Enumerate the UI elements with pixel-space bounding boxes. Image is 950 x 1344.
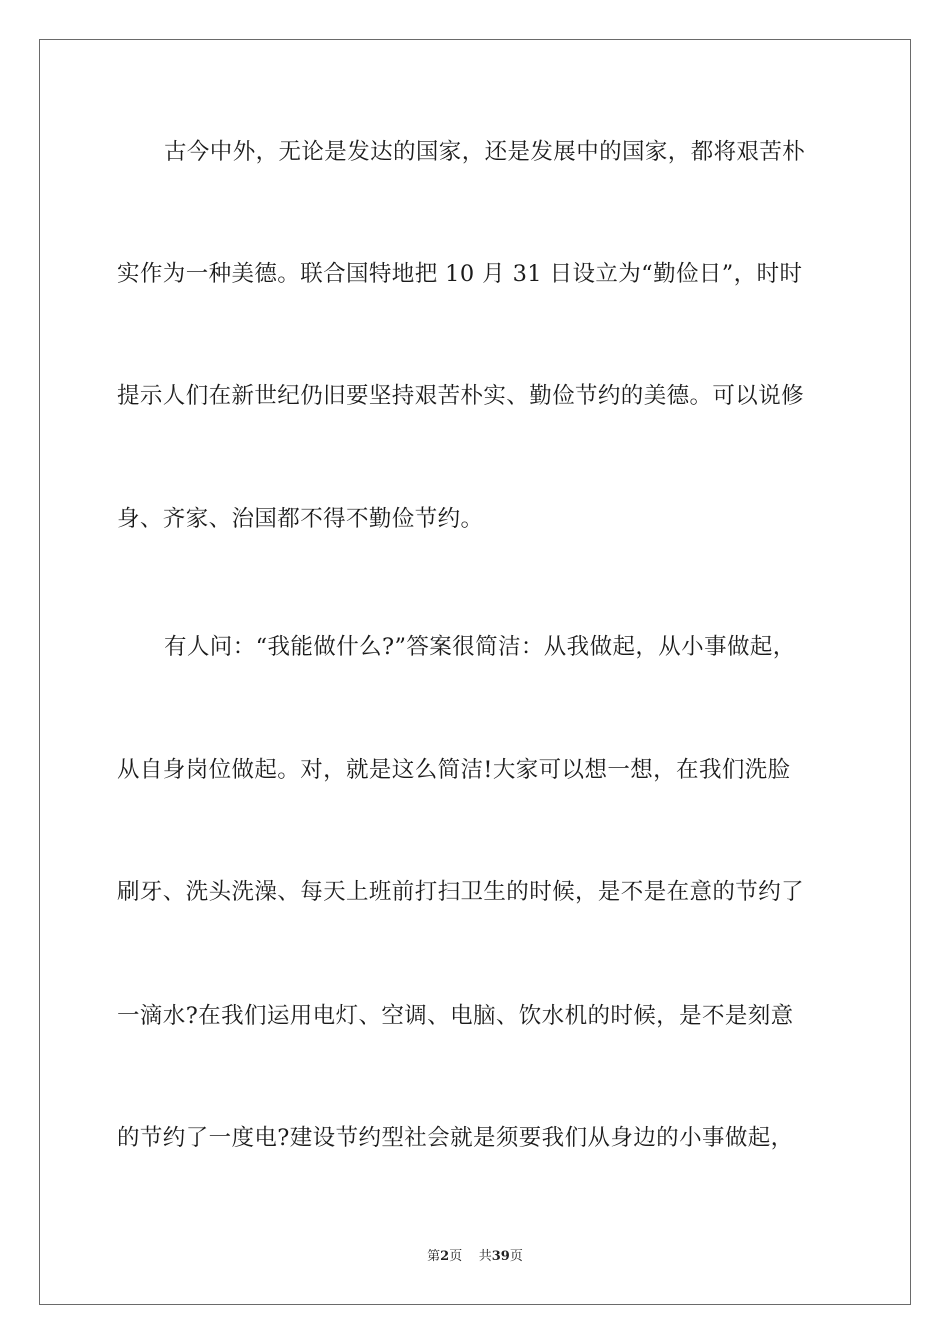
paragraph-2-line-5: 的节约了一度电?建设节约型社会就是须要我们从身边的小事做起， — [117, 1125, 794, 1151]
page-suffix: 页 — [449, 1249, 463, 1264]
page-current: 2 — [440, 1249, 450, 1264]
total-suffix: 页 — [509, 1249, 523, 1264]
page-total — [479, 1249, 523, 1264]
paragraph-2-line-4: 一滴水?在我们运用电灯、空调、电脑、饮水机的时候，是不是刻意 — [117, 1003, 794, 1029]
paragraph-2-line-2: 从自身岗位做起。对，就是这么简洁!大家可以想一想，在我们洗脸 — [117, 757, 791, 783]
paragraph-1-line-4: 身、齐家、治国都不得不勤俭节约。 — [117, 506, 484, 532]
paragraph-1-line-1: 古今中外，无论是发达的国家，还是发展中的国家，都将艰苦朴 — [164, 139, 806, 165]
page-prefix: 第 — [427, 1249, 441, 1264]
paragraph-2-line-3: 刷牙、洗头洗澡、每天上班前打扫卫生的时候，是不是在意的节约了 — [117, 879, 805, 905]
page-total-count: 39 — [491, 1249, 510, 1264]
paragraph-1-line-3: 提示人们在新世纪仍旧要坚持艰苦朴实、勤俭节约的美德。可以说修 — [117, 383, 805, 409]
paragraph-1-line-2: 实作为一种美德。联合国特地把 10 月 31 日设立为“勤俭日”，时时 — [117, 261, 803, 287]
page-footer — [0, 1248, 950, 1266]
page-border — [39, 39, 911, 1305]
page-number — [427, 1249, 462, 1264]
paragraph-2-line-1: 有人问：“我能做什么?”答案很简洁：从我做起，从小事做起， — [164, 634, 796, 660]
total-prefix: 共 — [478, 1249, 492, 1264]
